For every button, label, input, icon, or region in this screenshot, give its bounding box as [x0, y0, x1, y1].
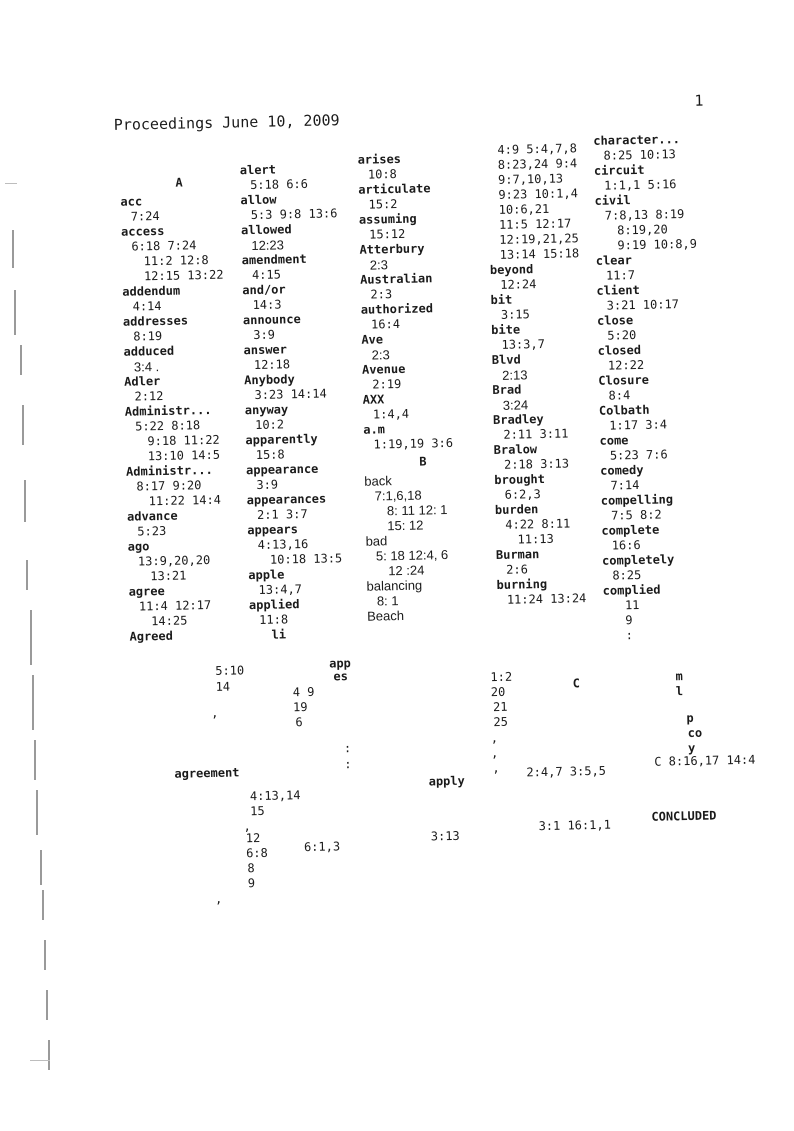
index-term: comedy — [600, 462, 644, 478]
text-fragment: 6:8 — [245, 845, 268, 861]
index-reference: 15:12 — [369, 226, 406, 242]
index-reference: 5: 18 12:4, 6 — [375, 546, 449, 564]
index-reference: 13:3,7 — [501, 336, 546, 352]
text-fragment: agreement — [174, 765, 240, 781]
index-term: beyond — [489, 262, 534, 278]
index-term: agree — [128, 583, 165, 599]
index-term: bit — [490, 292, 513, 308]
index-term: complied — [602, 582, 661, 598]
index-term: burning — [496, 576, 548, 592]
text-fragment: 3:13 — [430, 828, 460, 844]
page-title: Proceedings June 10, 2009 — [113, 111, 340, 134]
index-term: access — [120, 223, 165, 239]
index-term: ago — [127, 539, 150, 554]
index-term: assuming — [358, 211, 417, 227]
index-term: completely — [601, 552, 675, 568]
section-letter: B — [419, 454, 427, 469]
index-term: Burman — [495, 547, 540, 562]
index-reference: 7:24 — [130, 208, 160, 224]
index-reference: 5:23 — [137, 523, 167, 539]
index-reference: back — [364, 473, 392, 489]
index-term: allowed — [240, 222, 292, 238]
index-reference: 2:3 — [369, 257, 389, 273]
index-reference: 5:18 6:6 — [249, 176, 309, 193]
index-reference: 2:18 3:13 — [503, 456, 570, 472]
text-fragment: l — [675, 684, 684, 699]
index-reference: 5:20 — [607, 328, 637, 343]
index-column-3 — [357, 150, 485, 623]
index-reference: 6:18 7:24 — [131, 238, 197, 254]
index-reference: 2:6 — [506, 562, 529, 577]
index-reference: 9:7,10,13 — [497, 171, 564, 187]
index-term: Australian — [359, 271, 433, 287]
index-term: closed — [597, 342, 642, 358]
index-reference: 3:24 — [502, 397, 529, 413]
index-reference: 12:23 — [251, 237, 285, 254]
index-reference: 8:19 — [133, 328, 163, 344]
index-reference: 3:23 14:14 — [254, 386, 327, 403]
text-fragment: 21 — [492, 699, 508, 715]
index-term: anyway — [244, 402, 289, 418]
index-reference: 3:4 . — [133, 359, 160, 375]
text-fragment: 4 9 — [292, 684, 315, 700]
index-reference: 9:19 10:8,9 — [617, 236, 698, 253]
index-term: applied — [248, 597, 300, 613]
index-term: clear — [595, 253, 633, 268]
index-term: Colbath — [598, 402, 650, 418]
text-fragment: 4:13,14 — [249, 788, 301, 804]
index-term: circuit — [593, 162, 645, 178]
index-term: Bralow — [493, 442, 538, 458]
index-term: Brad — [492, 382, 522, 398]
index-reference: bad — [365, 533, 388, 549]
index-reference: 11:24 13:24 — [506, 591, 587, 607]
text-fragment: 19 — [292, 699, 308, 715]
index-reference: 5:23 7:6 — [609, 447, 668, 463]
text-fragment: C 8:16,17 14:4 — [654, 752, 756, 769]
text-fragment: 8 — [247, 861, 255, 876]
index-reference: 12:19,21,25 — [499, 231, 579, 247]
text-fragment: CONCLUDED — [651, 808, 717, 824]
text-fragment: apply — [428, 773, 465, 789]
index-reference: 13:4,7 — [258, 582, 303, 597]
index-reference: 10:18 13:5 — [269, 551, 343, 567]
index-reference: 2:12 — [134, 388, 164, 404]
index-reference: 3:9 — [253, 327, 276, 343]
text-fragment: m — [675, 669, 683, 684]
index-term: answer — [243, 342, 288, 358]
index-reference: 9:23 10:1,4 — [498, 186, 578, 202]
index-reference: 3:9 — [256, 477, 279, 492]
index-term: addresses — [122, 313, 189, 329]
index-reference: 13:10 14:5 — [147, 447, 221, 464]
text-fragment: 6:1,3 — [303, 839, 341, 855]
text-fragment: p — [686, 710, 694, 726]
index-reference: 16:6 — [611, 537, 641, 553]
index-reference: 9:18 11:22 — [147, 432, 220, 449]
text-fragment: 2:4,7 3:5,5 — [526, 763, 607, 780]
index-reference: 13:14 15:18 — [499, 246, 580, 262]
index-term: a.m — [363, 422, 386, 437]
index-term: brought — [494, 471, 546, 488]
index-term: apparently — [245, 431, 318, 448]
index-term: character... — [593, 132, 681, 148]
index-term: apple — [248, 567, 285, 583]
index-reference: 2:19 — [372, 376, 402, 392]
index-reference: 16:4 — [370, 316, 401, 332]
index-term: and/or — [242, 282, 286, 298]
index-reference: li — [271, 627, 287, 642]
index-term: complete — [601, 522, 660, 538]
index-reference: 2:13 — [501, 367, 528, 383]
index-reference: 1:4,4 — [372, 406, 410, 422]
text-fragment: , — [243, 819, 251, 834]
section-letter: A — [175, 175, 183, 190]
index-reference: 13:21 — [150, 568, 187, 584]
index-term: Avenue — [361, 361, 406, 377]
index-reference: 12 :24 — [388, 562, 425, 579]
index-reference: 14:3 — [252, 297, 282, 313]
index-reference: 5:22 8:18 — [134, 418, 201, 434]
index-term: Anybody — [244, 372, 295, 388]
text-fragment: , — [490, 730, 499, 746]
index-term: alert — [239, 162, 277, 178]
index-reference: 4:13,16 — [257, 536, 309, 552]
index-reference: 5:3 9:8 13:6 — [250, 206, 338, 223]
index-term: burden — [494, 502, 539, 517]
text-fragment: C — [572, 676, 581, 691]
index-reference: 4:22 8:11 — [505, 516, 571, 532]
index-reference: 8:4 — [608, 388, 631, 403]
index-reference: 11:13 — [517, 531, 554, 547]
text-fragment: , — [214, 891, 223, 906]
text-fragment: 20 — [490, 684, 506, 700]
index-reference: Beach — [367, 607, 405, 624]
text-fragment: app — [329, 656, 351, 671]
index-term: appears — [247, 522, 299, 538]
text-fragment: es — [333, 669, 349, 684]
index-term: Bradley — [492, 411, 544, 428]
index-reference: 7:8,13 8:19 — [604, 206, 685, 223]
index-term: bite — [491, 322, 521, 338]
index-reference: : — [625, 628, 634, 643]
text-fragment: 14 — [215, 679, 231, 694]
index-reference: 11:22 14:4 — [148, 492, 222, 509]
index-reference: 8:25 10:13 — [603, 147, 676, 163]
index-term: appearance — [245, 461, 319, 478]
text-fragment: 1:2 — [490, 669, 513, 685]
index-column-2 — [240, 161, 368, 643]
text-fragment: 15 — [250, 803, 265, 819]
index-term: appearances — [246, 491, 327, 508]
index-reference: 4:9 5:4,7,8 — [497, 141, 578, 157]
index-term: compelling — [600, 492, 674, 508]
index-reference: 15:2 — [368, 196, 398, 212]
index-term: close — [596, 313, 634, 328]
index-term: addendum — [122, 283, 181, 299]
index-term: Agreed — [129, 628, 174, 644]
index-term: Ave — [361, 332, 384, 347]
index-reference: 7:1,6,18 — [374, 487, 422, 504]
index-term: acc — [120, 194, 143, 209]
text-fragment: 12 — [245, 830, 261, 846]
text-fragment: : — [343, 741, 352, 756]
index-reference: 1:19,19 3:6 — [373, 435, 454, 452]
index-term: Administr... — [125, 462, 213, 479]
text-fragment: : — [344, 757, 352, 772]
index-reference: 8: 1 — [376, 593, 399, 609]
index-reference: 2:3 — [370, 287, 393, 302]
index-reference: 15: 12 — [387, 517, 424, 534]
index-reference: 8:17 9:20 — [136, 478, 202, 494]
page-number: 1 — [694, 91, 704, 110]
index-reference: 11:8 — [259, 612, 289, 627]
index-term: come — [599, 433, 629, 448]
index-reference: 3:15 — [500, 307, 530, 322]
index-term: Adler — [124, 373, 161, 389]
index-reference: 2:3 — [371, 347, 390, 363]
index-term: client — [596, 282, 640, 298]
index-reference: 1:1,1 5:16 — [604, 177, 677, 193]
index-term: adduced — [123, 343, 175, 359]
index-reference: 12:22 — [607, 357, 645, 373]
index-term: Administr... — [124, 402, 212, 419]
index-reference: 11:7 — [605, 268, 636, 283]
index-term: articulate — [358, 181, 431, 197]
text-fragment: y — [687, 740, 696, 756]
text-fragment: 25 — [493, 714, 509, 730]
index-reference: 2:1 3:7 — [256, 506, 308, 522]
index-column-1 — [120, 171, 248, 644]
index-term: advance — [126, 508, 178, 524]
index-reference: 10:8 — [367, 166, 397, 182]
index-reference: balancing — [366, 577, 423, 594]
index-reference: 12:15 13:22 — [143, 267, 224, 284]
index-reference: 11:2 12:8 — [143, 252, 209, 269]
index-reference: 8:25 — [612, 567, 642, 583]
index-reference: 10:2 — [254, 417, 285, 433]
index-reference: 1:17 3:4 — [609, 417, 668, 433]
index-reference: 12:24 — [500, 277, 537, 292]
index-term: Atterbury — [359, 241, 425, 257]
text-fragment: co — [687, 725, 703, 741]
index-reference: 9 — [625, 613, 633, 628]
index-reference: 13:9,20,20 — [137, 552, 211, 569]
index-reference: 7:5 8:2 — [610, 507, 662, 523]
index-term: Closure — [598, 372, 650, 388]
index-reference: 8: 11 12: 1 — [386, 501, 448, 519]
index-reference: 10:6,21 — [498, 201, 550, 217]
index-reference: 3:21 10:17 — [606, 297, 680, 313]
text-fragment: , — [490, 745, 499, 761]
text-fragment: 5:10 — [215, 663, 245, 678]
index-term: amendment — [241, 251, 307, 268]
index-term: Blvd — [491, 352, 521, 368]
index-reference: 12:18 — [253, 357, 291, 373]
index-reference: 2:11 3:11 — [503, 426, 569, 442]
index-reference: 11:5 12:17 — [498, 216, 572, 232]
index-term: authorized — [360, 301, 434, 317]
index-reference: 8:19,20 — [616, 222, 668, 238]
index-term: arises — [357, 151, 402, 167]
index-reference: 4:15 — [251, 267, 282, 283]
text-fragment: 6 — [295, 715, 303, 730]
index-reference: 4:14 — [132, 298, 162, 314]
index-reference: 14:25 — [151, 613, 188, 629]
index-reference: 7:14 — [610, 477, 640, 493]
index-term: allow — [240, 192, 277, 208]
index-term: civil — [594, 193, 631, 208]
text-fragment: 9 — [247, 876, 256, 891]
index-reference: 11:4 12:17 — [138, 597, 212, 614]
index-column-5 — [593, 131, 722, 643]
index-term: AXX — [362, 392, 385, 407]
text-fragment: 3:1 16:1,1 — [538, 817, 611, 834]
text-fragment: , — [211, 705, 219, 720]
index-reference: 8:23,24 9:4 — [497, 156, 578, 172]
index-term: announce — [242, 312, 301, 328]
index-reference: 15:8 — [255, 447, 285, 462]
index-reference: 11 — [624, 597, 640, 613]
index-reference: 6:2,3 — [504, 487, 541, 502]
text-fragment: , — [492, 760, 500, 776]
